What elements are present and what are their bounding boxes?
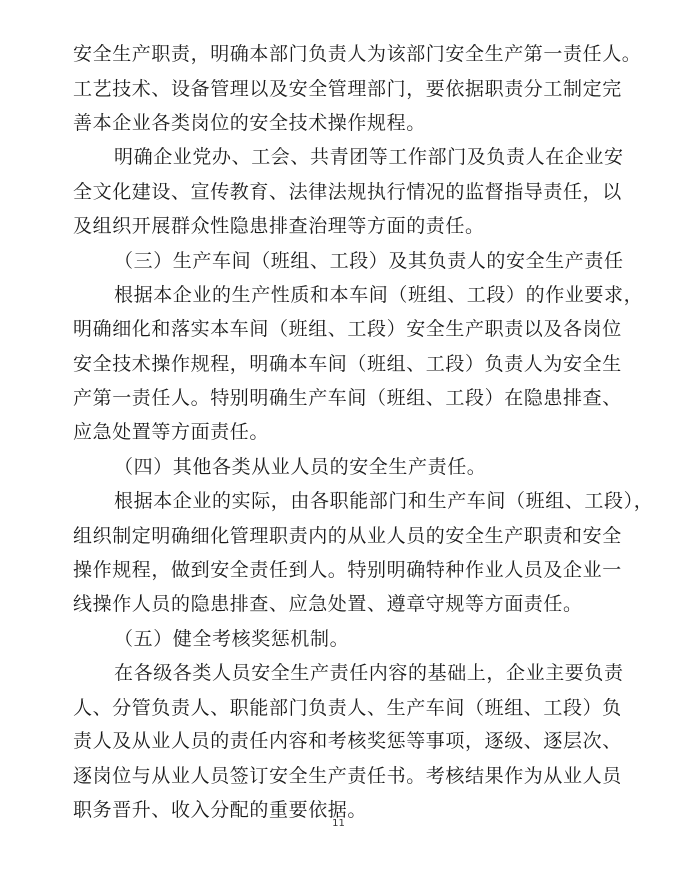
text-line: 操作规程，做到安全责任到人。特别明确特种作业人员及企业一	[73, 559, 622, 581]
text-line: 逐岗位与从业人员签订安全生产责任书。考核结果作为从业人员	[73, 765, 622, 787]
text-line: 应急处置等方面责任。	[73, 421, 270, 443]
text-line: 线操作人员的隐患排查、应急处置、遵章守规等方面责任。	[73, 593, 583, 615]
text-line: 根据本企业的实际，由各职能部门和生产车间（班组、工段），	[114, 490, 654, 512]
text-line: 明确细化和落实本车间（班组、工段）安全生产职责以及各岗位	[73, 318, 622, 340]
text-line: 工艺技术、设备管理以及安全管理部门，要依据职责分工制定完	[73, 78, 622, 100]
text-line: 职务晋升、收入分配的重要依据。	[73, 799, 368, 821]
text-line: 安全生产职责，明确本部门负责人为该部门安全生产第一责任人。	[73, 43, 642, 65]
section-heading: （三）生产车间（班组、工段）及其负责人的安全生产责任	[114, 250, 624, 272]
text-line: 明确企业党办、工会、共青团等工作部门及负责人在企业安	[114, 146, 624, 168]
text-line: 善本企业各类岗位的安全技术操作规程。	[73, 112, 426, 134]
text-line: 组织制定明确细化管理职责内的从业人员的安全生产职责和安全	[73, 525, 622, 547]
page-number: 11	[332, 818, 345, 829]
section-heading: （四）其他各类从业人员的安全生产责任。	[114, 456, 487, 478]
text-line: 根据本企业的生产性质和本车间（班组、工段）的作业要求，	[114, 284, 644, 306]
text-line: 责人及从业人员的责任内容和考核奖惩等事项，逐级、逐层次、	[73, 730, 622, 752]
text-line: 全文化建设、宣传教育、法律法规执行情况的监督指导责任，以	[73, 181, 622, 203]
text-line: 产第一责任人。特别明确生产车间（班组、工段）在隐患排查、	[73, 387, 622, 409]
text-line: 在各级各类人员安全生产责任内容的基础上，企业主要负责	[114, 662, 624, 684]
text-line: 人、分管负责人、职能部门负责人、生产车间（班组、工段）负	[73, 697, 622, 719]
section-heading: （五）健全考核奖惩机制。	[114, 628, 350, 650]
text-line: 安全技术操作规程，明确本车间（班组、工段）负责人为安全生	[73, 353, 622, 375]
text-line: 及组织开展群众性隐患排查治理等方面的责任。	[73, 215, 485, 237]
